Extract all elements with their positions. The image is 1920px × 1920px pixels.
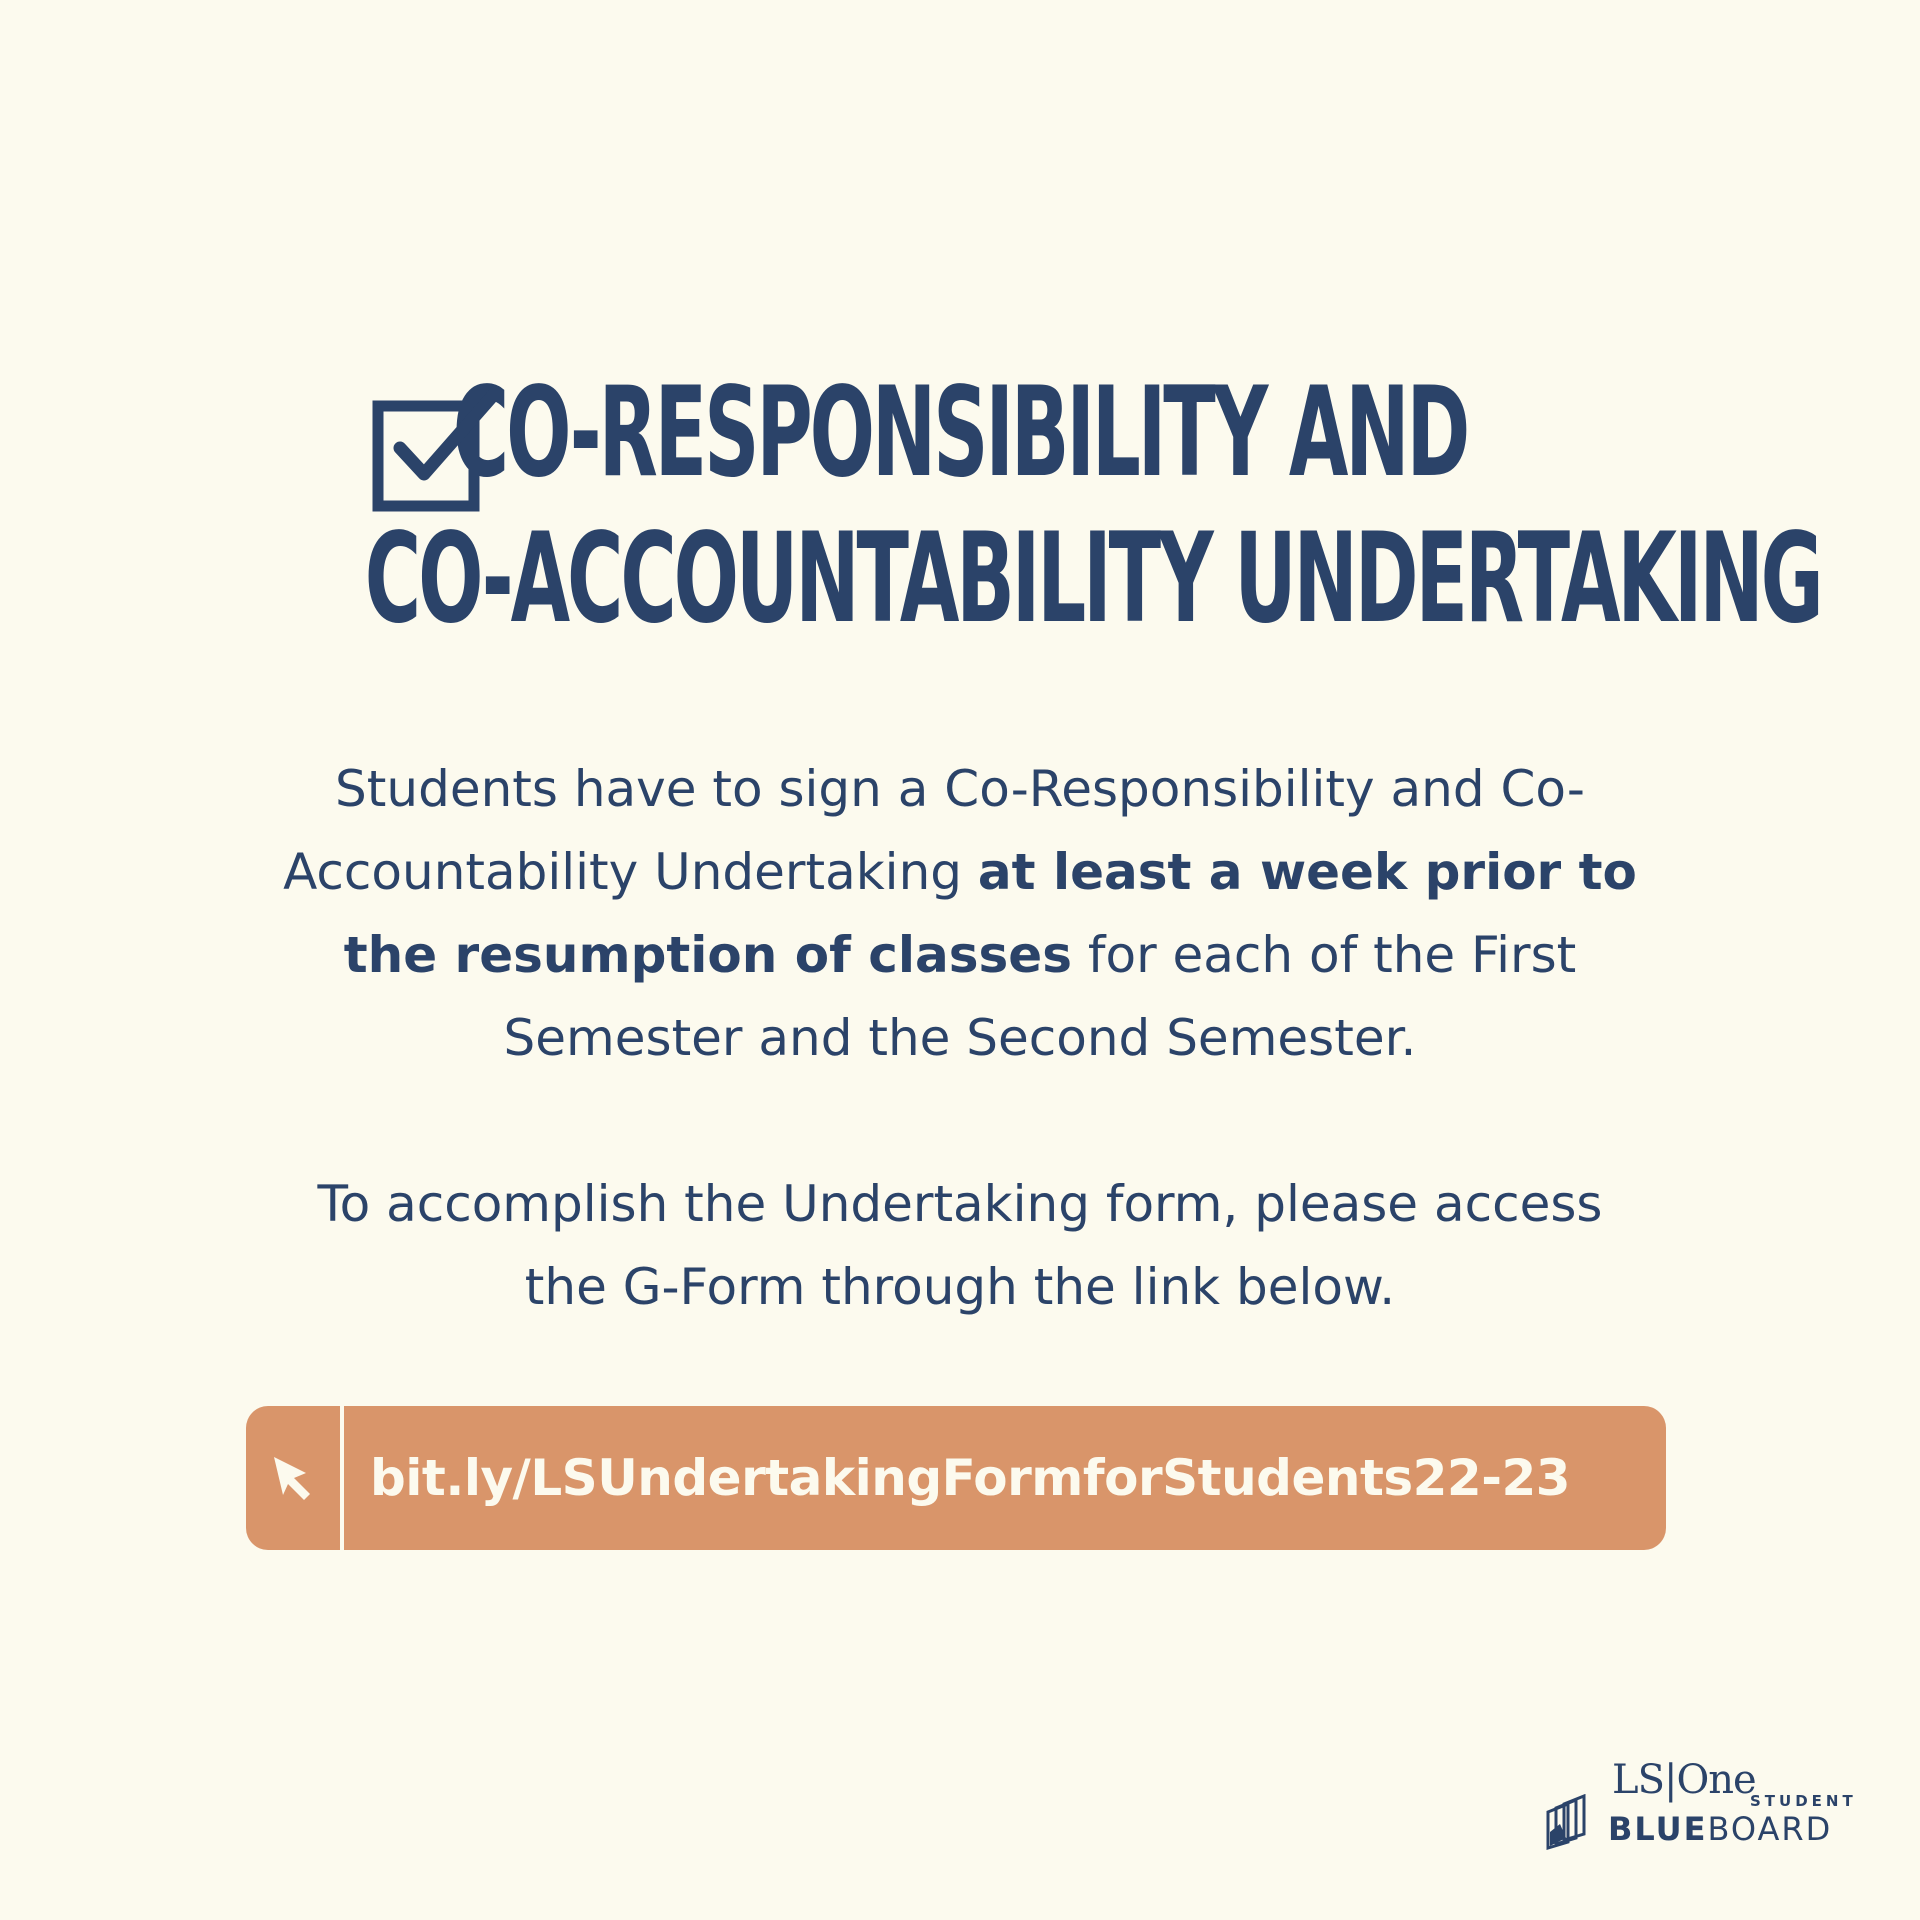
logo-blue-text: BLUE [1608,1810,1708,1848]
paragraph-1 [270,748,1650,1080]
page-title [0,360,1920,652]
form-link-text[interactable]: bit.ly/LSUndertakingFormforStudents22-23 [370,1449,1571,1507]
paragraph-2: To accomplish the Undertaking form, please access the G-Form through the link below. [317,1175,1603,1316]
title-line-2: CO-ACCOUNTABILITY UNDERTAKING [364,507,1821,651]
paragraph-1-text-a: Students have to sign a Co-Responsibility and Co-Accountability Undertaking [283,760,1585,901]
paragraph-1-text-b: for each of the First Semester and the Second Semester. [503,926,1577,1067]
title-line-1: CO-RESPONSIBILITY AND [452,361,1468,505]
cursor-arrow-icon [266,1451,320,1505]
checkbox-checked-icon [372,384,504,516]
form-link-button[interactable] [246,1406,1666,1550]
blueboard-logo [1542,1758,1882,1854]
body-text [0,748,1920,1329]
logo-mark-icon [1542,1794,1600,1852]
logo-lsone: LS|One [1612,1757,1756,1803]
paragraph-1-emphasis: at least a week prior to the resumption of classes [343,843,1637,984]
logo-board-text: BOARD [1707,1810,1833,1848]
logo-student: STUDENT [1750,1792,1857,1810]
link-icon-cell [246,1406,344,1550]
logo-blueboard [1608,1810,1832,1848]
